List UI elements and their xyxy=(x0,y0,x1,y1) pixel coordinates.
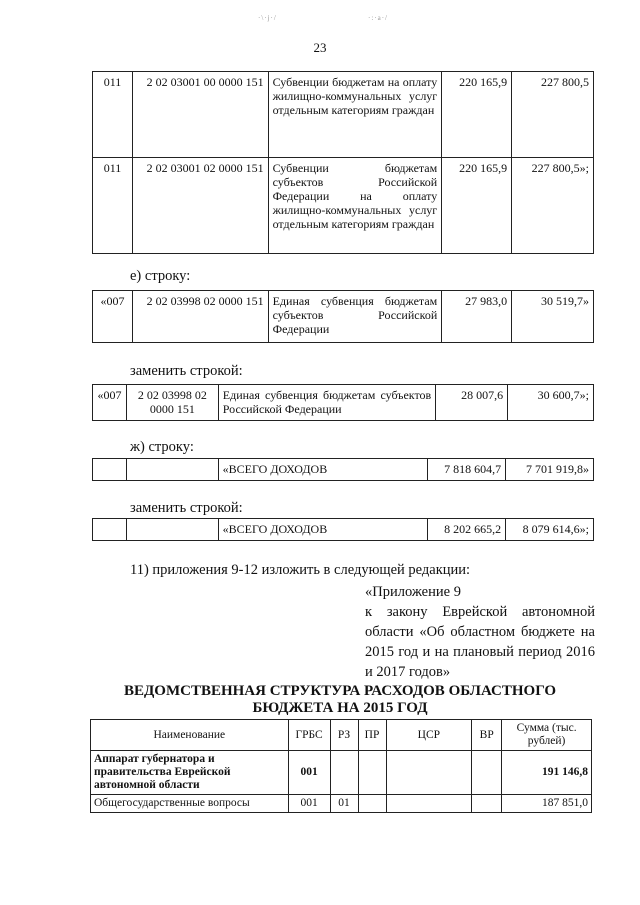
table-row xyxy=(93,385,594,421)
admin-code: «007 xyxy=(93,385,127,421)
header-sum: Сумма (тыс. рублей) xyxy=(502,720,592,751)
row-grbs: 001 xyxy=(288,751,330,795)
amount-2015: 27 983,0 xyxy=(442,291,512,343)
section-title-line-1: ВЕДОМСТВЕННАЯ СТРУКТУРА РАСХОДОВ ОБЛАСТНОГО xyxy=(123,683,557,699)
label-replace-1: заменить строкой: xyxy=(130,363,243,379)
scan-artifact: ·:·a·/ xyxy=(368,14,388,22)
row-csr xyxy=(386,751,472,795)
row-rz xyxy=(330,751,358,795)
budget-code xyxy=(126,459,218,481)
header-vr: ВР xyxy=(472,720,502,751)
row-sum: 187 851,0 xyxy=(502,795,592,813)
header-csr: ЦСР xyxy=(386,720,472,751)
row-name: Аппарат губернатора и правительства Еврейской автономной области xyxy=(91,751,289,795)
row-vr xyxy=(472,795,502,813)
table-row xyxy=(93,158,594,254)
admin-code xyxy=(93,459,127,481)
admin-code: «007 xyxy=(93,291,133,343)
section-title xyxy=(70,683,610,717)
budget-code: 2 02 03001 00 0000 151 xyxy=(132,72,268,158)
income-table-2 xyxy=(92,290,594,343)
amount-2015: 220 165,9 xyxy=(442,72,512,158)
income-name: Субвенции бюджетам субъектов Российской Федерации на оплату жилищно-коммунальных услуг отдельным категориям граждан xyxy=(268,158,442,254)
income-table-5 xyxy=(92,518,594,541)
amount-2016: 30 519,7» xyxy=(512,291,594,343)
row-csr xyxy=(386,795,472,813)
amount-2016: 7 701 919,8» xyxy=(506,459,594,481)
income-table-1 xyxy=(92,71,594,254)
income-table-4 xyxy=(92,458,594,481)
table-header-row xyxy=(91,720,592,751)
income-name: «ВСЕГО ДОХОДОВ xyxy=(218,459,428,481)
admin-code xyxy=(93,519,127,541)
budget-code xyxy=(126,519,218,541)
income-name: Единая субвенция бюджетам субъектов Российской Федерации xyxy=(218,385,435,421)
label-zh: ж) строку: xyxy=(130,439,194,455)
appendix-reference: к закону Еврейской автономной области «Об областном бюджете на 2015 год и на плановый период 2016 и 2017 годов» xyxy=(365,604,595,680)
table-row xyxy=(93,459,594,481)
budget-code: 2 02 03001 02 0000 151 xyxy=(132,158,268,254)
row-pr xyxy=(358,795,386,813)
amount-2016: 227 800,5»; xyxy=(512,158,594,254)
admin-code: 011 xyxy=(93,158,133,254)
table-row xyxy=(91,795,592,813)
table-row xyxy=(93,72,594,158)
header-name: Наименование xyxy=(91,720,289,751)
table-row xyxy=(91,751,592,795)
label-replace-2: заменить строкой: xyxy=(130,500,243,516)
scan-artifact: ·\·ј·/ xyxy=(258,14,277,22)
header-grbs: ГРБС xyxy=(288,720,330,751)
row-rz: 01 xyxy=(330,795,358,813)
header-rz: РЗ xyxy=(330,720,358,751)
row-name: Общегосударственные вопросы xyxy=(91,795,289,813)
header-pr: ПР xyxy=(358,720,386,751)
income-name: Единая субвенция бюджетам субъектов Российской Федерации xyxy=(268,291,442,343)
amount-2016: 227 800,5 xyxy=(512,72,594,158)
amount-2015: 8 202 665,2 xyxy=(428,519,506,541)
row-grbs: 001 xyxy=(288,795,330,813)
label-e: е) строку: xyxy=(130,268,191,284)
row-pr xyxy=(358,751,386,795)
amount-2015: 28 007,6 xyxy=(436,385,508,421)
income-name: Субвенции бюджетам на оплату жилищно-коммунальных услуг отдельным категориям граждан xyxy=(268,72,442,158)
table-row xyxy=(93,519,594,541)
income-name: «ВСЕГО ДОХОДОВ xyxy=(218,519,428,541)
amount-2016: 8 079 614,6»; xyxy=(506,519,594,541)
page-number: 23 xyxy=(313,40,327,55)
item-11: 11) приложения 9-12 изложить в следующей редакции: xyxy=(130,562,471,578)
income-table-3 xyxy=(92,384,594,421)
appendix-title: «Приложение 9 xyxy=(365,584,461,600)
amount-2015: 7 818 604,7 xyxy=(428,459,506,481)
admin-code: 011 xyxy=(93,72,133,158)
expenditure-structure-table xyxy=(90,719,592,813)
amount-2015: 220 165,9 xyxy=(442,158,512,254)
section-title-line-2: БЮДЖЕТА НА 2015 ГОД xyxy=(252,700,428,716)
budget-code: 2 02 03998 02 0000 151 xyxy=(126,385,218,421)
table-row xyxy=(93,291,594,343)
row-sum: 191 146,8 xyxy=(502,751,592,795)
budget-code: 2 02 03998 02 0000 151 xyxy=(132,291,268,343)
amount-2016: 30 600,7»; xyxy=(508,385,594,421)
row-vr xyxy=(472,751,502,795)
